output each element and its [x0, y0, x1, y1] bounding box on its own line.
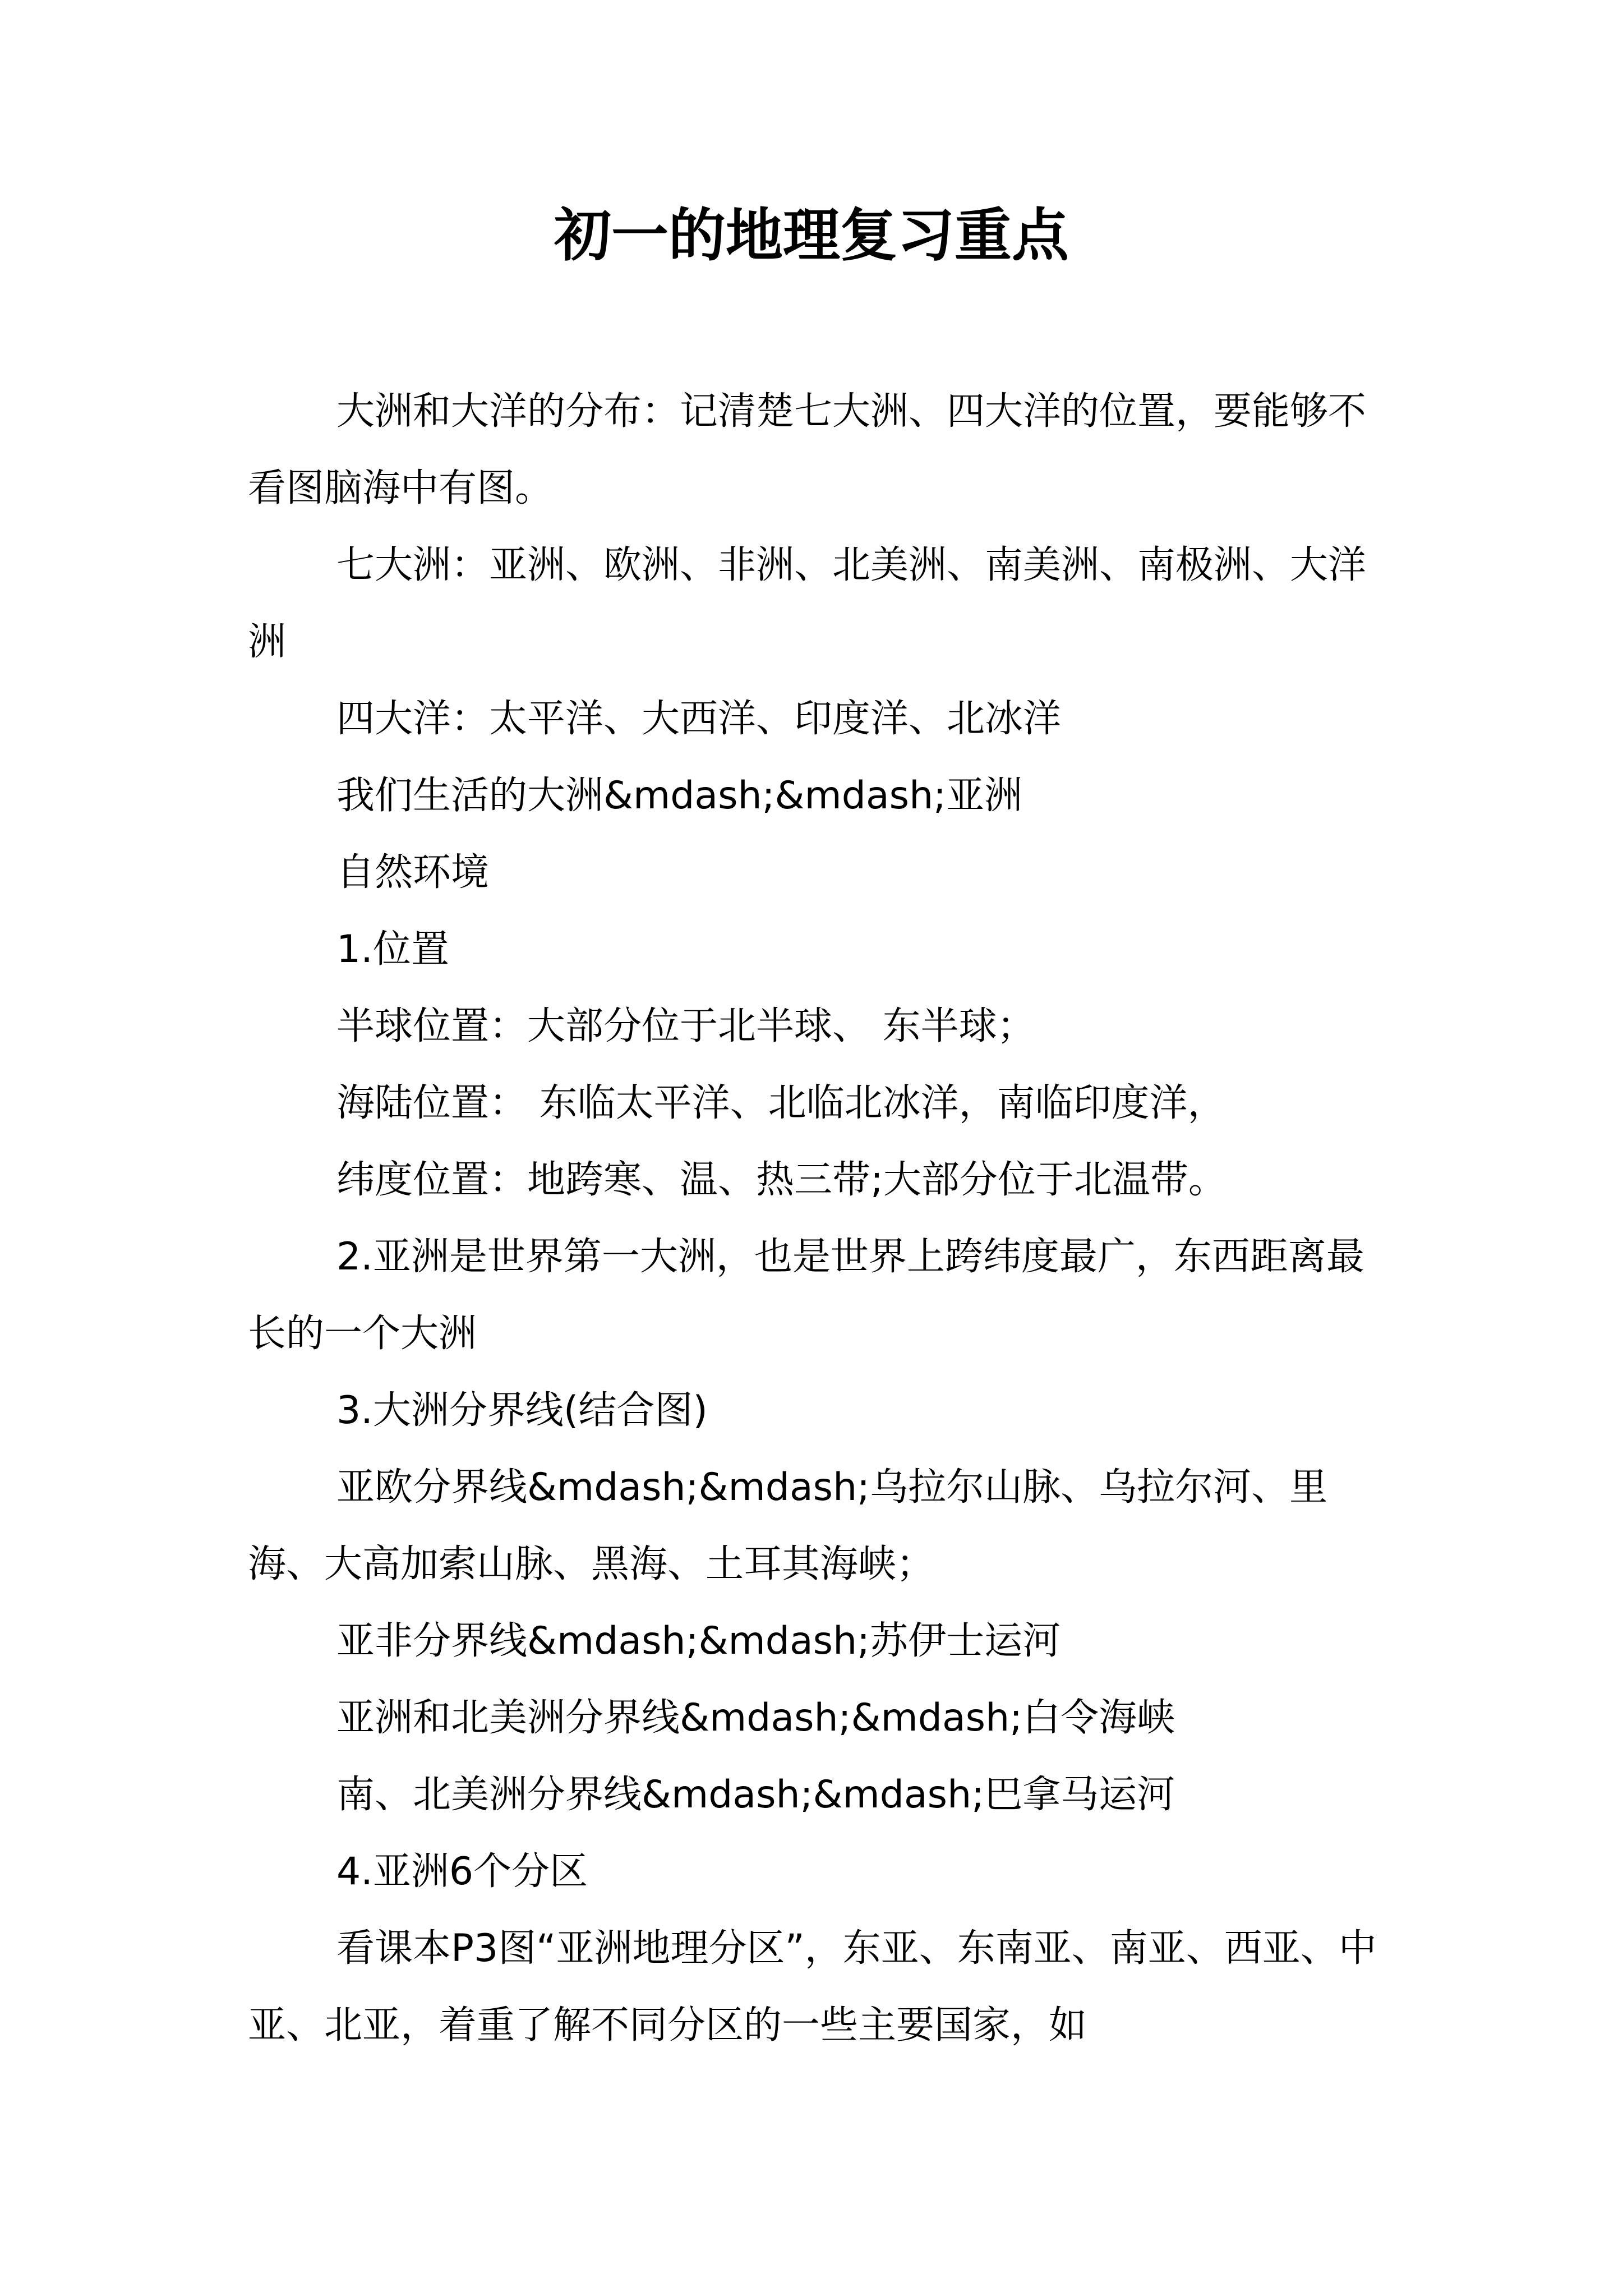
paragraph: 半球位置：大部分位于北半球、 东半球；: [336, 1004, 1035, 1048]
paragraph: 亚洲和北美洲分界线&mdash;&mdash;白令海峡: [336, 1696, 1175, 1740]
paragraph: 四大洋：太平洋、大西洋、印度洋、北冰洋: [336, 697, 1062, 741]
document-title: 初一的地理复习重点: [554, 202, 1069, 269]
paragraph: 自然环境: [336, 850, 490, 895]
paragraph: 纬度位置：地跨寒、温、热三带;大部分位于北温带。: [336, 1158, 1227, 1202]
paragraph: 亚欧分界线&mdash;&mdash;乌拉尔山脉、乌拉尔河、里海、大高加索山脉、黑海、土耳其海峡；: [248, 1465, 1328, 1586]
paragraph: 七大洲：亚洲、欧洲、非洲、北美洲、南美洲、南极洲、大洋洲: [248, 543, 1367, 664]
paragraph: 亚非分界线&mdash;&mdash;苏伊士运河: [336, 1619, 1061, 1663]
document-body: [248, 373, 1389, 2064]
paragraph: 2.亚洲是世界第一大洲，也是世界上跨纬度最广，东西距离最长的一个大洲: [248, 1235, 1364, 1356]
paragraph: 大洲和大洋的分布：记清楚七大洲、四大洋的位置，要能够不看图脑海中有图。: [248, 389, 1367, 510]
paragraph: 1.位置: [336, 927, 449, 972]
paragraph: 3.大洲分界线(结合图): [336, 1388, 708, 1433]
paragraph: 南、北美洲分界线&mdash;&mdash;巴拿马运河: [336, 1773, 1175, 1817]
paragraph: 看课本P3图“亚洲地理分区”，东亚、东南亚、南亚、西亚、中亚、北亚，着重了解不同分区的一些主要国家，如: [248, 1926, 1377, 2047]
paragraph: 我们生活的大洲&mdash;&mdash;亚洲: [336, 774, 1023, 818]
paragraph: 4.亚洲6个分区: [336, 1849, 588, 1894]
paragraph: 海陆位置： 东临太平洋、北临北冰洋，南临印度洋，: [336, 1081, 1226, 1125]
